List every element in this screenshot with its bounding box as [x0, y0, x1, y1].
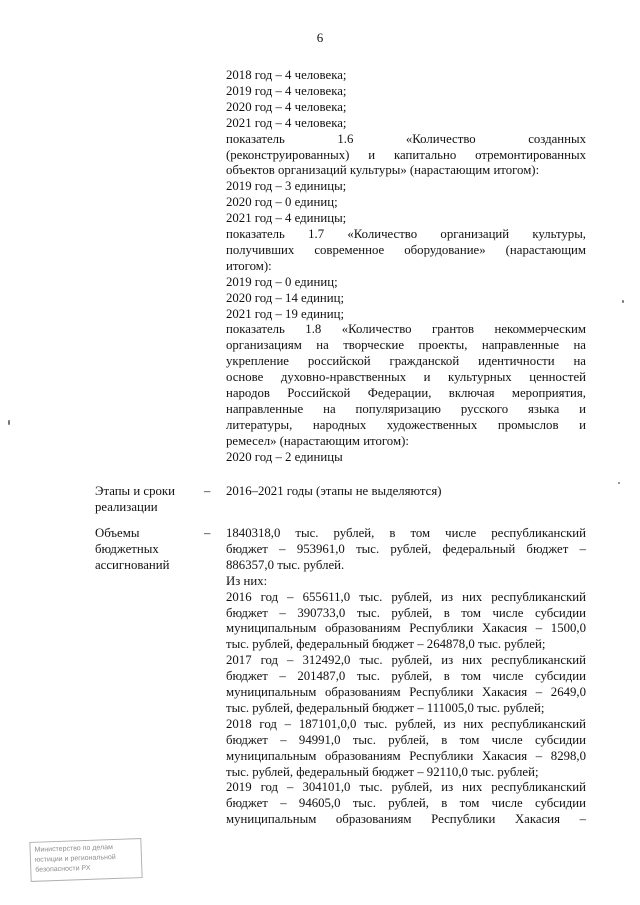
stages-label-line: Этапы и сроки: [95, 484, 175, 498]
budget-text-line: муниципальным образованиям Республики Хакасия – 1500,0: [226, 621, 586, 636]
budget-text-line: бюджет – 94605,0 тыс. рублей, в том числе субсидии: [226, 796, 586, 811]
text-line: 2019 год – 4 человека;: [226, 83, 347, 98]
text-line: народов Российской Федерации, включая мероприятия,: [226, 386, 586, 400]
stamp-line: безопасности РХ: [35, 864, 91, 874]
budget-text-line: тыс. рублей, федеральный бюджет – 111005,0 тыс. рублей;: [226, 700, 545, 715]
page-number: 6: [316, 30, 324, 45]
text-line: получивших современное оборудование» (нарастающим: [226, 242, 586, 257]
text-line: показатель 1.6 «Количество созданных: [226, 131, 586, 146]
registration-stamp: [29, 838, 142, 882]
stamp-line: юстиции и региональной: [34, 853, 116, 864]
text-line: организациям на творческие проекты, направленные на: [226, 338, 586, 353]
text-line: 2020 год – 2 единицы: [226, 449, 343, 464]
text-line: 2019 год – 0 единиц;: [226, 274, 338, 289]
budget-label-line: Объемы: [95, 526, 140, 540]
budget-dash: –: [204, 526, 211, 540]
text-line: (реконструированных) и капитально отремонтированных: [226, 147, 586, 162]
budget-text-line: 2018 год – 187101,0,0 тыс. рублей, из них республиканский: [226, 716, 586, 731]
text-line: укрепление российской гражданской идентичности на: [226, 354, 586, 369]
text-line: ремесел» (нарастающим итогом):: [226, 433, 409, 448]
budget-text-line: Из них:: [226, 573, 268, 588]
stages-dash: –: [204, 484, 211, 498]
stages-label-line: реализации: [95, 499, 158, 514]
text-line: литературы, народных художественных промыслов и: [226, 417, 586, 432]
budget-text-line: 886357,0 тыс. рублей.: [226, 557, 345, 572]
text-line: 2020 год – 14 единиц;: [226, 290, 345, 305]
scan-speck: [618, 482, 620, 484]
budget-text-line: 2017 год – 312492,0 тыс. рублей, из них республиканский: [226, 653, 586, 668]
budget-text-line: 1840318,0 тыс. рублей, в том числе республиканский: [226, 526, 586, 540]
budget-text-line: муниципальным образованиям Республики Хакасия –: [226, 812, 586, 827]
text-line: показатель 1.8 «Количество грантов некоммерческим: [226, 322, 586, 337]
text-line: 2021 год – 4 единицы;: [226, 211, 347, 226]
budget-text-line: 2019 год – 304101,0 тыс. рублей, из них республиканский: [226, 780, 586, 795]
text-line: 2020 год – 0 единиц;: [226, 195, 338, 210]
budget-text-line: бюджет – 953961,0 тыс. рублей, федеральный бюджет –: [226, 541, 586, 556]
budget-label-line: ассигнований: [95, 557, 170, 572]
budget-text-line: тыс. рублей, федеральный бюджет – 92110,0 тыс. рублей;: [226, 764, 539, 779]
budget-text-line: бюджет – 390733,0 тыс. рублей, в том числе субсидии: [226, 605, 586, 620]
text-line: направленные на популяризацию русского языка и: [226, 401, 586, 416]
stamp-line: Министерство по делам: [34, 844, 113, 854]
budget-label-line: бюджетных: [95, 541, 159, 556]
budget-text-line: муниципальным образованиям Республики Хакасия – 8298,0: [226, 748, 586, 763]
budget-label: [95, 526, 210, 573]
text-line: объектов организаций культуры» (нарастающим итогом):: [226, 163, 540, 178]
text-line: 2018 год – 4 человека;: [226, 68, 347, 82]
text-line: основе духовно-нравственных и культурных ценностей: [226, 370, 586, 385]
text-line: показатель 1.7 «Количество организаций культуры,: [226, 227, 586, 241]
stages-value: 2016–2021 годы (этапы не выделяются): [226, 484, 442, 498]
budget-text-line: 2016 год – 655611,0 тыс. рублей, из них республиканский: [226, 589, 586, 604]
scan-speck: [622, 300, 624, 303]
text-line: 2021 год – 19 единиц;: [226, 306, 345, 321]
stages-label: [95, 484, 210, 516]
text-line: 2021 год – 4 человека;: [226, 115, 347, 130]
budget-text-line: муниципальным образованиям Республики Хакасия – 2649,0: [226, 685, 586, 699]
budget-text-line: тыс. рублей, федеральный бюджет – 264878,0 тыс. рублей;: [226, 637, 546, 652]
text-line: 2020 год – 4 человека;: [226, 99, 347, 114]
scan-speck: [8, 420, 10, 425]
text-line: 2019 год – 3 единицы;: [226, 179, 347, 194]
budget-text-line: бюджет – 94991,0 тыс. рублей, в том числе субсидии: [226, 732, 586, 747]
budget-text-line: бюджет – 201487,0 тыс. рублей, в том числе субсидии: [226, 669, 586, 684]
text-line: итогом):: [226, 258, 272, 273]
